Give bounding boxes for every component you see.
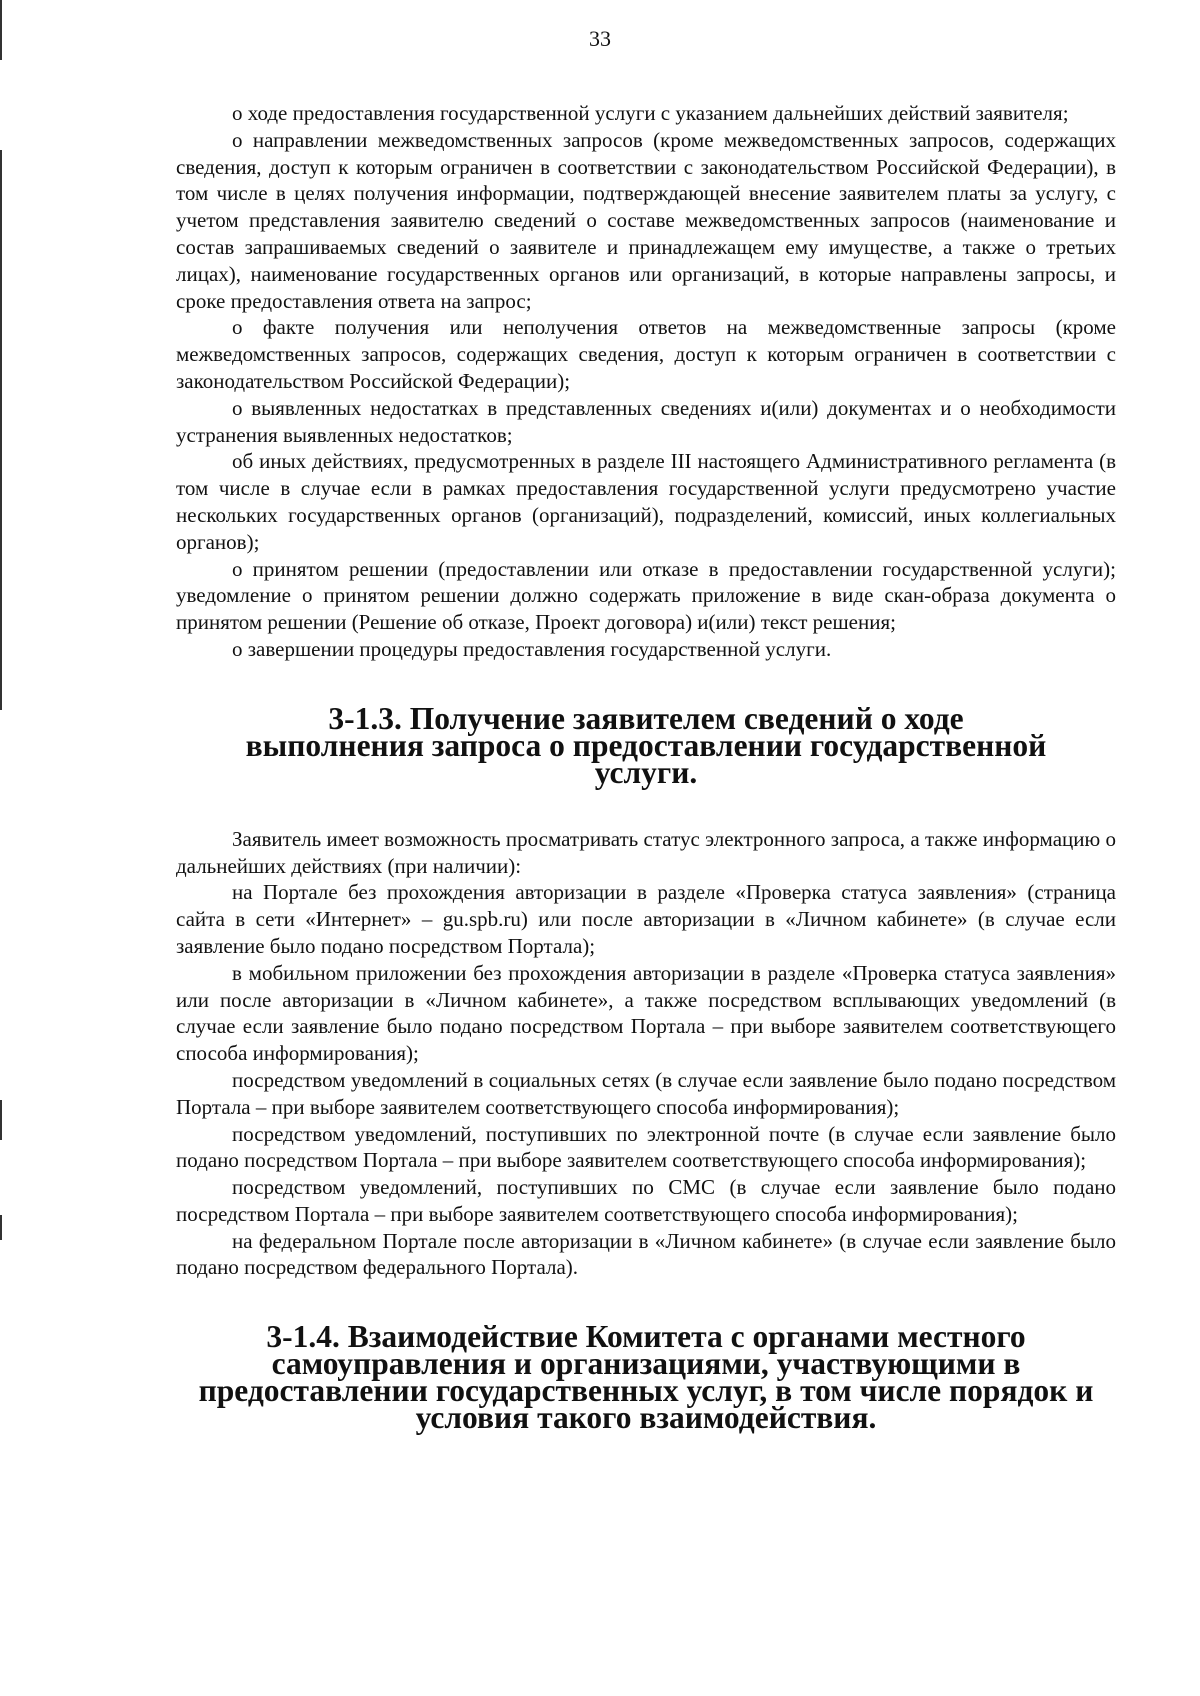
section-heading-3-1-3: 3-1.3. Получение заявителем сведений о ходе выполнения запроса о предоставлении государственной услуги. (245, 700, 1047, 790)
paragraph: Заявитель имеет возможность просматривать статус электронного запроса, а также информацию о дальнейших действиях (при наличии): (176, 826, 1116, 878)
document-body (176, 100, 1116, 1436)
paragraph: посредством уведомлений, поступивших по электронной почте (в случае если заявление было подано посредством Портала – при выборе заявителем соответствующего способа информирования); (176, 1121, 1116, 1173)
paragraph: о направлении межведомственных запросов (кроме межведомственных запросов, содержащих сведения, доступ к которым ограничен в соответствии с законодательством Российской Федерации), в том числе в целях получения информации, подтверждающей внесение заявителем платы за услугу, с учетом представления заявителю сведений о составе межведомственных запросов (наименование и состав запрашиваемых сведений о заявителе и принадлежащем ему имуществе, а также о третьих лицах), наименование государственных органов или организаций, в которые направлены запросы, и сроке предоставления ответа на запрос; (176, 127, 1116, 313)
paragraph: о принятом решении (предоставлении или отказе в предоставлении государственной услуги); уведомление о принятом решении должно содержать приложение в виде скан-образа документа о принятом решении (Решение об отказе, Проект договора) и(или) текст решения; (176, 556, 1116, 635)
scan-edge-mark (0, 1100, 2, 1140)
paragraph: об иных действиях, предусмотренных в разделе III настоящего Административного регламента (в том числе в случае если в рамках предоставления государственной услуги предусмотрено участие нескольких государственных органов (организаций), подразделений, комиссий, иных коллегиальных органов); (176, 449, 1116, 554)
scan-edge-mark (0, 1215, 2, 1240)
page-number: 33 (589, 26, 611, 51)
paragraph: о выявленных недостатках в представленных сведениях и(или) документах и о необходимости устранения выявленных недостатков; (176, 395, 1116, 447)
section-heading-3-1-4: 3-1.4. Взаимодействие Комитета с органами местного самоуправления и организациями, участвующими в предоставлении государственных услуг, в том числе порядок и условия такого взаимодействия. (198, 1319, 1094, 1436)
paragraph: посредством уведомлений, поступивших по СМС (в случае если заявление было подано посредством Портала – при выборе заявителем соответствующего способа информирования); (176, 1175, 1116, 1226)
paragraph: на федеральном Портале после авторизации в «Личном кабинете» (в случае если заявление было подано посредством федерального Портала). (176, 1228, 1116, 1280)
paragraph: посредством уведомлений в социальных сетях (в случае если заявление было подано посредством Портала – при выборе заявителем соответствующего способа информирования); (176, 1067, 1116, 1119)
paragraph: на Портале без прохождения авторизации в разделе «Проверка статуса заявления» (страница сайта в сети «Интернет» – gu.spb.ru) или после авторизации в «Личном кабинете» (в случае если заявление было подано посредством Портала); (176, 880, 1116, 958)
paragraph: о факте получения или неполучения ответов на межведомственные запросы (кроме межведомственных запросов, содержащих сведения, доступ к которым ограничен в соответствии с законодательством Российской Федерации); (176, 315, 1116, 393)
paragraph: о ходе предоставления государственной услуги с указанием дальнейших действий заявителя; (232, 101, 1069, 125)
scan-edge-mark (0, 150, 2, 710)
paragraph: в мобильном приложении без прохождения авторизации в разделе «Проверка статуса заявления» или после авторизации в «Личном кабинете», а также посредством всплывающих уведомлений (в случае если заявление было подано посредством Портала – при выборе заявителем соответствующего способа информирования); (176, 960, 1116, 1066)
paragraph: о завершении процедуры предоставления государственной услуги. (232, 636, 832, 661)
